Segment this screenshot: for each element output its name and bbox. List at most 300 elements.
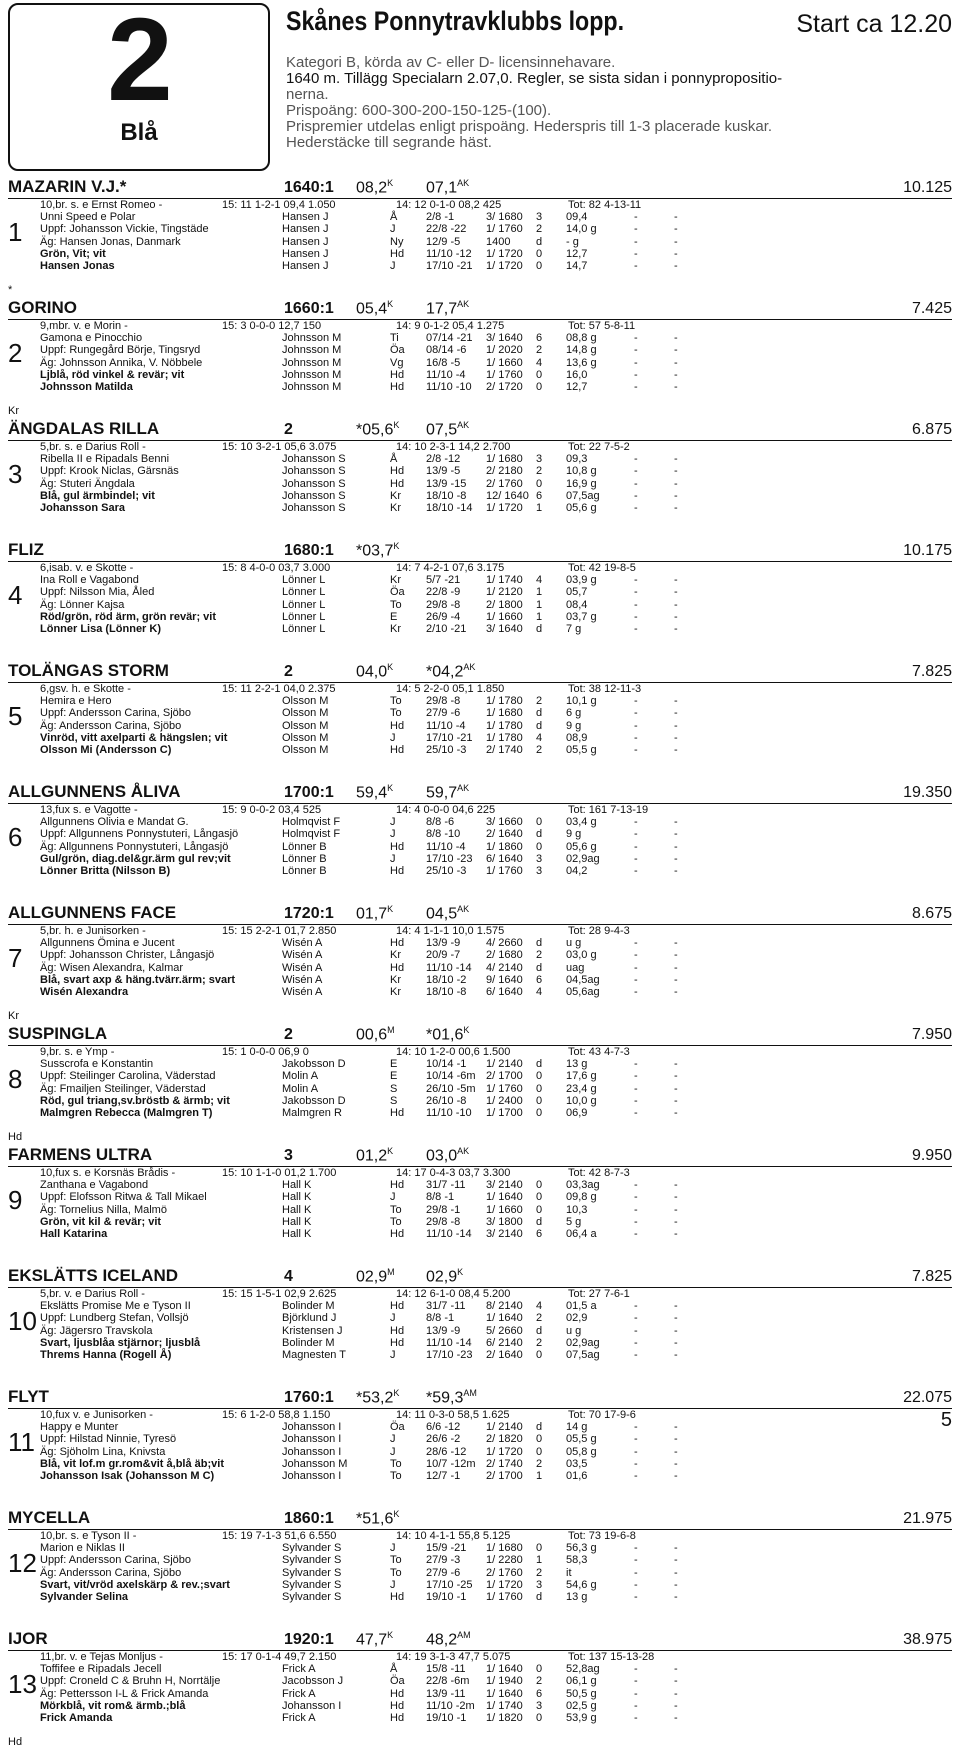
race-history-row bbox=[8, 937, 952, 949]
history-date: 26/10 -5m bbox=[426, 1082, 476, 1095]
history-odds: - bbox=[634, 1228, 638, 1240]
stats-previous-year: 14: 17 0-4-3 03,7 3.300 bbox=[396, 1167, 511, 1179]
stats-total: Tot: 42 8-7-3 bbox=[568, 1167, 630, 1179]
history-track: S bbox=[390, 1082, 398, 1095]
horse-record-2: $*59,3^{AM}$ bbox=[426, 1387, 477, 1406]
race-history-row bbox=[8, 1070, 952, 1082]
race-history-row bbox=[8, 1458, 952, 1470]
history-distance: 3/ 1640 bbox=[486, 332, 523, 345]
history-time: 02,9ag bbox=[566, 852, 600, 865]
horse-record-distance: 1720:1 bbox=[284, 905, 334, 922]
horse-detail-text: Gul/grön, diag.del&gr.ärm gul rev;vit bbox=[40, 852, 231, 865]
history-time: 14,8 g bbox=[566, 344, 597, 357]
stats-current-year: 15: 11 2-2-1 04,0 2.375 bbox=[222, 683, 336, 695]
history-prize: - bbox=[674, 1070, 678, 1083]
horse-detail-text: Vinröd, vitt axelparti & hängslen; vit bbox=[40, 731, 228, 744]
stats-total: Tot: 161 7-13-19 bbox=[568, 804, 649, 816]
history-distance: 1/ 2140 bbox=[486, 1421, 523, 1434]
horse-entry bbox=[8, 781, 952, 902]
history-track: Hd bbox=[390, 937, 405, 950]
history-distance: 1/ 1760 bbox=[486, 368, 523, 381]
horse-header-row bbox=[8, 1023, 952, 1046]
history-date: 19/10 -1 bbox=[426, 1712, 467, 1724]
history-prize: - bbox=[674, 937, 678, 950]
history-track: Hd bbox=[390, 961, 405, 974]
history-placing: 0 bbox=[536, 1663, 543, 1676]
history-track: Hd bbox=[390, 381, 405, 393]
history-odds: - bbox=[634, 816, 638, 829]
history-date: 11/10 -12 bbox=[426, 247, 472, 260]
horse-record-distance: 1860:1 bbox=[284, 1510, 334, 1527]
history-date: 22/8 -9 bbox=[426, 586, 461, 599]
history-distance: 4/ 2660 bbox=[486, 937, 523, 950]
history-time: 23,4 g bbox=[566, 1082, 597, 1095]
history-track: Hd bbox=[390, 1300, 405, 1313]
history-date: 26/9 -4 bbox=[426, 610, 461, 623]
history-time: 14 g bbox=[566, 1421, 588, 1434]
history-driver: Wisén A bbox=[282, 949, 323, 962]
history-track: E bbox=[390, 610, 398, 623]
horse-prize-money: 8.675 bbox=[911, 905, 952, 922]
horse-record-2: $03,0^{AK}$ bbox=[426, 1145, 470, 1164]
horse-name: FARMENS ULTRA bbox=[8, 1145, 153, 1164]
history-distance: 1/ 1720 bbox=[486, 502, 523, 514]
horse-info-row bbox=[8, 1288, 952, 1300]
horse-info-row bbox=[8, 320, 952, 332]
history-date: 12/9 -5 bbox=[426, 235, 461, 248]
history-date: 31/7 -11 bbox=[426, 1300, 466, 1313]
history-distance: 1/ 1860 bbox=[486, 840, 523, 853]
history-time: 08,4 bbox=[566, 598, 588, 611]
horse-detail-text: Uppf: Allgunnens Ponnystuteri, Långasjö bbox=[40, 828, 239, 841]
horse-details bbox=[8, 1409, 952, 1507]
race-history-row bbox=[8, 732, 952, 744]
history-distance: 2/ 1700 bbox=[486, 1070, 523, 1083]
history-driver: Wisén A bbox=[282, 937, 323, 950]
horse-age-sex-sire: 5,br. v. e Darius Roll - bbox=[40, 1288, 145, 1300]
horse-record-distance: 2 bbox=[284, 421, 293, 438]
history-odds: - bbox=[634, 1324, 638, 1337]
horse-entry bbox=[8, 1386, 952, 1507]
stats-current-year: 15: 15 1-5-1 02,9 2.625 bbox=[222, 1288, 337, 1300]
history-driver: Johnsson M bbox=[282, 332, 342, 345]
race-history-row bbox=[8, 1554, 952, 1566]
history-track: Hd bbox=[390, 719, 405, 732]
history-odds: - bbox=[634, 356, 638, 369]
history-distance: 1400 bbox=[486, 235, 511, 248]
history-prize: - bbox=[674, 840, 678, 853]
history-track: J bbox=[390, 1191, 396, 1204]
history-track: To bbox=[390, 695, 402, 708]
history-time: 04,5ag bbox=[566, 973, 600, 986]
history-placing: 2 bbox=[536, 465, 543, 478]
history-track: J bbox=[390, 731, 396, 744]
stats-current-year: 15: 6 1-2-0 58,8 1.150 bbox=[222, 1409, 331, 1421]
history-odds: - bbox=[634, 1687, 638, 1700]
history-prize: - bbox=[674, 223, 678, 236]
history-distance: 12/ 1640 bbox=[486, 489, 529, 502]
horse-record-2: $07,5^{AK}$ bbox=[426, 419, 470, 438]
race-history-row bbox=[8, 478, 952, 490]
history-time: 01,5 a bbox=[566, 1300, 597, 1313]
stats-total: Tot: 73 19-6-8 bbox=[568, 1530, 636, 1542]
history-prize: - bbox=[674, 610, 678, 623]
history-track: Hd bbox=[390, 840, 405, 853]
history-odds: - bbox=[634, 1349, 638, 1361]
history-odds: - bbox=[634, 211, 638, 224]
history-placing: 6 bbox=[536, 489, 543, 502]
history-time: 03,9 g bbox=[566, 574, 597, 587]
horse-prize-money: 9.950 bbox=[911, 1147, 952, 1164]
history-prize: - bbox=[674, 502, 678, 514]
stats-current-year: 15: 19 7-1-3 51,6 6.550 bbox=[222, 1530, 337, 1542]
history-track: J bbox=[390, 223, 396, 236]
horse-record-1: $01,7^K$ bbox=[356, 903, 394, 922]
stats-total: Tot: 42 19-8-5 bbox=[568, 562, 636, 574]
horse-record-2: $59,7^{AK}$ bbox=[426, 782, 470, 801]
history-distance: 6/ 2140 bbox=[486, 1336, 523, 1349]
history-track: Ny bbox=[390, 235, 404, 248]
race-history-row bbox=[8, 1542, 952, 1554]
race-history-row bbox=[8, 248, 952, 260]
history-placing: d bbox=[536, 623, 543, 635]
horse-header-row bbox=[8, 418, 952, 441]
history-date: 29/8 -8 bbox=[426, 1215, 461, 1228]
history-driver: Hansen J bbox=[282, 223, 329, 236]
horse-details bbox=[8, 441, 952, 539]
history-date: 13/9 -9 bbox=[426, 937, 461, 950]
history-driver: Johansson S bbox=[282, 489, 346, 502]
history-distance: 1/ 1660 bbox=[486, 356, 523, 369]
stats-current-year: 15: 10 3-2-1 05,6 3.075 bbox=[222, 441, 337, 453]
history-date: 20/9 -7 bbox=[426, 949, 461, 962]
horse-name: TOLÄNGAS STORM bbox=[8, 661, 169, 680]
history-prize: - bbox=[674, 1215, 678, 1228]
history-placing: 2 bbox=[536, 1336, 543, 1349]
history-distance: 1/ 1720 bbox=[486, 247, 523, 260]
history-placing: 2 bbox=[536, 695, 543, 708]
history-placing: 0 bbox=[536, 381, 543, 393]
horse-record-1: $*03,7^K$ bbox=[356, 540, 400, 559]
horse-list bbox=[8, 176, 952, 1749]
history-distance: 3/ 1660 bbox=[486, 816, 523, 829]
history-prize: - bbox=[674, 1470, 678, 1482]
stats-total: Tot: 27 7-6-1 bbox=[568, 1288, 630, 1300]
history-date: 22/8 -22 bbox=[426, 223, 467, 236]
history-prize: - bbox=[674, 1578, 678, 1591]
history-time: 13 g bbox=[566, 1591, 588, 1603]
history-prize: - bbox=[674, 731, 678, 744]
post-position: 11 bbox=[8, 1427, 35, 1457]
horse-detail-text: Äg: Fmailjen Steilinger, Väderstad bbox=[40, 1082, 206, 1095]
history-distance: 5/ 2660 bbox=[486, 1324, 523, 1337]
history-distance: 2/ 1720 bbox=[486, 381, 523, 393]
history-odds: - bbox=[634, 610, 638, 623]
history-prize: - bbox=[674, 1675, 678, 1688]
history-track: Kr bbox=[390, 949, 401, 962]
horse-record-2: $17,7^{AK}$ bbox=[426, 298, 470, 317]
history-driver: Johansson S bbox=[282, 502, 346, 514]
history-driver: Johansson M bbox=[282, 1457, 348, 1470]
horse-name: MYCELLA bbox=[8, 1508, 91, 1527]
stats-previous-year: 14: 5 2-2-0 05,1 1.850 bbox=[396, 683, 505, 695]
history-time: 03,3ag bbox=[566, 1179, 600, 1192]
race-history-row bbox=[8, 1312, 952, 1324]
history-prize: - bbox=[674, 865, 678, 877]
history-time: 09,3 bbox=[566, 453, 588, 466]
history-date: 08/14 -6 bbox=[426, 344, 467, 357]
horse-detail-text: Uppf: Lundberg Stefan, Vollsjö bbox=[40, 1312, 189, 1325]
race-history-row bbox=[8, 1325, 952, 1337]
history-driver: Johnsson M bbox=[282, 344, 342, 357]
race-history-row bbox=[8, 1579, 952, 1591]
race-title: Skånes Ponnytravklubbs lopp. bbox=[286, 6, 625, 36]
horse-prize-money: 7.825 bbox=[911, 1268, 952, 1285]
race-history-row bbox=[8, 574, 952, 586]
history-placing: 1 bbox=[536, 1470, 543, 1482]
history-date: 07/14 -21 bbox=[426, 332, 473, 345]
horse-detail-text: Äg: Lönner Kajsa bbox=[40, 598, 125, 611]
post-marker: * bbox=[8, 284, 13, 296]
history-track: Kr bbox=[390, 489, 401, 502]
history-odds: - bbox=[634, 574, 638, 587]
horse-record-1: $59,4^K$ bbox=[356, 782, 394, 801]
history-date: 22/8 -6m bbox=[426, 1675, 470, 1688]
history-time: 05,6 g bbox=[566, 840, 597, 853]
history-prize: - bbox=[674, 1336, 678, 1349]
history-placing: 4 bbox=[536, 1300, 543, 1313]
history-time: 05,6 g bbox=[566, 502, 597, 514]
history-placing: 3 bbox=[536, 865, 543, 877]
history-driver: Lönner L bbox=[282, 623, 326, 635]
race-history-row bbox=[8, 1663, 952, 1675]
stats-previous-year: 14: 19 3-1-3 47,7 5.075 bbox=[396, 1651, 511, 1663]
race-history-row bbox=[8, 1470, 952, 1482]
history-distance: 9/ 1640 bbox=[486, 973, 523, 986]
race-history-row bbox=[8, 223, 952, 235]
history-time: 16,0 bbox=[566, 368, 588, 381]
history-date: 27/9 -6 bbox=[426, 707, 461, 720]
horse-info-row bbox=[8, 441, 952, 453]
history-track: J bbox=[390, 260, 396, 272]
history-distance: 2/ 2180 bbox=[486, 465, 523, 478]
history-track: Öa bbox=[390, 586, 405, 599]
horse-prize-money: 7.950 bbox=[911, 1026, 952, 1043]
history-date: 2/8 -12 bbox=[426, 453, 461, 466]
history-prize: - bbox=[674, 707, 678, 720]
history-driver: Bolinder M bbox=[282, 1336, 335, 1349]
history-date: 2/8 -1 bbox=[426, 211, 455, 224]
history-distance: 3/ 1680 bbox=[486, 211, 523, 224]
history-distance: 2/ 1740 bbox=[486, 744, 523, 756]
race-history-row bbox=[8, 502, 952, 514]
race-history-row bbox=[8, 1349, 952, 1361]
history-prize: - bbox=[674, 381, 678, 393]
horse-header-row bbox=[8, 902, 952, 925]
history-distance: 1/ 2140 bbox=[486, 1058, 523, 1071]
history-distance: 1/ 1680 bbox=[486, 453, 523, 466]
history-placing: d bbox=[536, 1324, 543, 1337]
history-date: 19/10 -1 bbox=[426, 1591, 467, 1603]
horse-detail-text: Äg: Allgunnens Ponnystuteri, Långasjö bbox=[40, 840, 229, 853]
history-prize: - bbox=[674, 623, 678, 635]
race-history-row bbox=[8, 236, 952, 248]
history-track: J bbox=[390, 816, 396, 829]
history-distance: 1/ 1680 bbox=[486, 707, 523, 720]
horse-detail-text: Äg: Andersson Carina, Sjöbo bbox=[40, 1566, 182, 1579]
history-placing: 4 bbox=[536, 356, 543, 369]
history-odds: - bbox=[634, 477, 638, 490]
history-odds: - bbox=[634, 961, 638, 974]
history-prize: - bbox=[674, 489, 678, 502]
history-time: 03,7 g bbox=[566, 610, 597, 623]
history-date: 8/8 -6 bbox=[426, 816, 455, 829]
post-position: 3 bbox=[8, 459, 23, 489]
history-time: 09,8 g bbox=[566, 1191, 597, 1204]
horse-info-row bbox=[8, 1046, 952, 1058]
history-time: 12,7 bbox=[566, 381, 588, 393]
history-placing: 2 bbox=[536, 223, 543, 236]
horse-name: EKSLÄTTS ICELAND bbox=[8, 1266, 178, 1285]
history-placing: 0 bbox=[536, 1349, 543, 1361]
start-time: Start ca 12.20 bbox=[796, 10, 952, 38]
horse-entry bbox=[8, 1023, 952, 1144]
history-odds: - bbox=[634, 1094, 638, 1107]
history-distance: 1/ 1820 bbox=[486, 1712, 523, 1724]
history-time: 13,6 g bbox=[566, 356, 597, 369]
history-track: Vg bbox=[390, 356, 404, 369]
horse-record-distance: 1640:1 bbox=[284, 179, 334, 196]
race-history-row bbox=[8, 1688, 952, 1700]
post-marker: Kr bbox=[8, 1010, 19, 1022]
history-odds: - bbox=[634, 502, 638, 514]
history-distance: 6/ 1640 bbox=[486, 986, 523, 998]
history-prize: - bbox=[674, 1082, 678, 1095]
history-prize: - bbox=[674, 1191, 678, 1204]
history-date: 29/8 -1 bbox=[426, 1203, 461, 1216]
history-distance: 2/ 1800 bbox=[486, 598, 523, 611]
history-distance: 1/ 1700 bbox=[486, 1107, 523, 1119]
history-driver: Holmqvist F bbox=[282, 816, 341, 829]
history-driver: Molin A bbox=[282, 1070, 319, 1083]
history-driver: Johansson I bbox=[282, 1445, 342, 1458]
history-date: 11/10 -10 bbox=[426, 1107, 472, 1119]
history-track: Hd bbox=[390, 1107, 405, 1119]
race-history-row bbox=[8, 1421, 952, 1433]
history-time: 9 g bbox=[566, 719, 582, 732]
history-time: 05,5 g bbox=[566, 1433, 597, 1446]
history-distance: 1/ 1640 bbox=[486, 1312, 523, 1325]
history-odds: - bbox=[634, 695, 638, 708]
race-history-row bbox=[8, 611, 952, 623]
stats-current-year: 15: 11 1-2-1 09,4 1.050 bbox=[222, 199, 336, 211]
horse-entry bbox=[8, 1507, 952, 1628]
history-driver: Sylvander S bbox=[282, 1591, 342, 1603]
stats-total: Tot: 38 12-11-3 bbox=[568, 683, 642, 695]
history-time: 09,4 bbox=[566, 211, 588, 224]
history-date: 16/8 -5 bbox=[426, 356, 461, 369]
horse-detail-text: Marion e Niklas II bbox=[40, 1542, 125, 1555]
history-distance: 3/ 1640 bbox=[486, 623, 523, 635]
horse-detail-text: Gamona e Pinocchio bbox=[40, 332, 143, 345]
history-driver: Sylvander S bbox=[282, 1578, 342, 1591]
history-track: Hd bbox=[390, 865, 405, 877]
history-prize: - bbox=[674, 744, 678, 756]
history-date: 11/10 -14 bbox=[426, 1336, 472, 1349]
horse-detail-text: Äg: Tornelius Nilla, Malmö bbox=[40, 1203, 167, 1216]
history-track: J bbox=[390, 1542, 396, 1555]
horse-prize-money: 10.125 bbox=[903, 179, 952, 196]
history-driver: Hansen J bbox=[282, 235, 329, 248]
horse-info-row bbox=[8, 925, 952, 937]
history-driver: Lönner L bbox=[282, 610, 326, 623]
history-track: To bbox=[390, 1215, 402, 1228]
history-date: 6/6 -12 bbox=[426, 1421, 461, 1434]
history-date: 26/10 -8 bbox=[426, 1094, 467, 1107]
horse-detail-text: Uppf: Andersson Carina, Sjöbo bbox=[40, 707, 192, 720]
horse-entry bbox=[8, 1628, 952, 1749]
history-odds: - bbox=[634, 1203, 638, 1216]
history-track: Å bbox=[390, 211, 398, 224]
history-prize: - bbox=[674, 852, 678, 865]
history-distance: 1/ 1780 bbox=[486, 695, 523, 708]
horse-detail-text: Äg: Wisen Alexandra, Kalmar bbox=[40, 961, 184, 974]
race-history-row bbox=[8, 720, 952, 732]
history-track: Å bbox=[390, 1663, 398, 1676]
history-driver: Johnsson M bbox=[282, 356, 342, 369]
history-placing: 3 bbox=[536, 453, 543, 466]
history-driver: Johansson I bbox=[282, 1699, 342, 1712]
horse-prize-money: 7.425 bbox=[911, 300, 952, 317]
history-placing: d bbox=[536, 937, 543, 950]
history-placing: 2 bbox=[536, 1457, 543, 1470]
history-date: 12/7 -1 bbox=[426, 1470, 461, 1482]
horse-record-1: $04,0^K$ bbox=[356, 661, 394, 680]
race-history-row bbox=[8, 453, 952, 465]
history-driver: Hall K bbox=[282, 1191, 312, 1204]
history-placing: 4 bbox=[536, 574, 543, 587]
race-history-row bbox=[8, 332, 952, 344]
history-driver: Frick A bbox=[282, 1712, 316, 1724]
horse-detail-text: Svart, vit/vröd axelskärp & rev.;svart bbox=[40, 1578, 230, 1591]
horse-detail-text: Uppf: Nilsson Mia, Åled bbox=[40, 586, 155, 599]
history-time: 10,0 g bbox=[566, 1094, 597, 1107]
horse-detail-text: Uppf: Rungegård Börje, Tingsryd bbox=[40, 344, 201, 357]
history-track: Hd bbox=[390, 1324, 405, 1337]
horse-detail-text: Uppf: Andersson Carina, Sjöbo bbox=[40, 1554, 192, 1567]
history-driver: Johansson I bbox=[282, 1470, 342, 1482]
history-prize: - bbox=[674, 1094, 678, 1107]
horse-record-distance: 1700:1 bbox=[284, 784, 334, 801]
history-track: Hd bbox=[390, 1228, 405, 1240]
history-time: 52,8ag bbox=[566, 1663, 600, 1676]
horse-detail-text: Hansen Jonas bbox=[40, 260, 115, 272]
history-prize: - bbox=[674, 828, 678, 841]
race-history-row bbox=[8, 1095, 952, 1107]
history-date: 11/10 -4 bbox=[426, 840, 466, 853]
horse-details bbox=[8, 1046, 952, 1144]
horse-info-row bbox=[8, 199, 952, 211]
history-date: 29/8 -8 bbox=[426, 695, 461, 708]
history-driver: Olsson M bbox=[282, 731, 329, 744]
post-position: 12 bbox=[8, 1548, 37, 1578]
horse-info-row bbox=[8, 1651, 952, 1663]
history-date: 11/10 -14 bbox=[426, 961, 472, 974]
history-driver: Bolinder M bbox=[282, 1300, 335, 1313]
history-odds: - bbox=[634, 1070, 638, 1083]
history-prize: - bbox=[674, 1324, 678, 1337]
history-driver: Johnsson M bbox=[282, 368, 342, 381]
